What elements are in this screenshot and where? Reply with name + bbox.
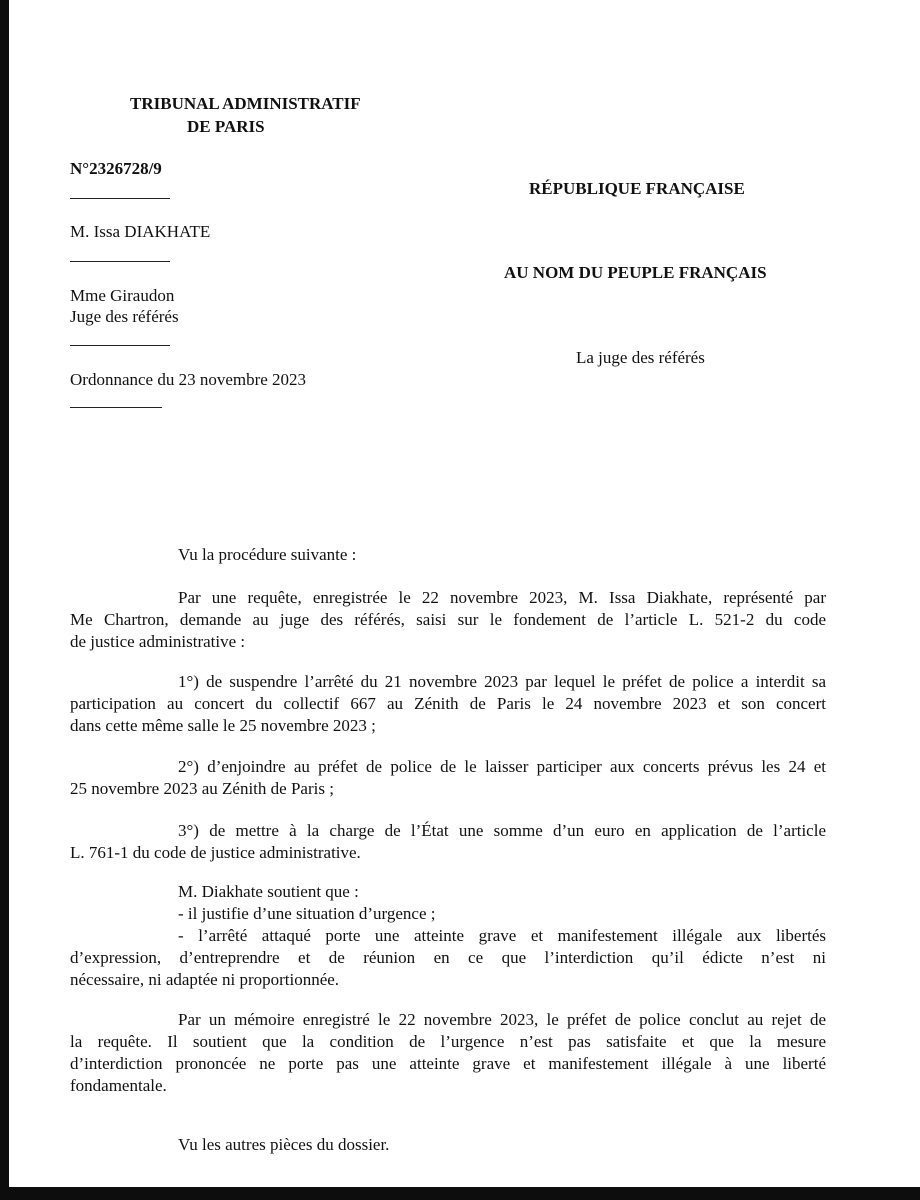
paragraph-line: 25 novembre 2023 au Zénith de Paris ; bbox=[70, 779, 334, 798]
paragraph-line: la requête. Il soutient que la condition de l’urgence n’est pas satisfaite et que la mesure bbox=[70, 1032, 826, 1051]
people-heading: AU NOM DU PEUPLE FRANÇAIS bbox=[504, 263, 767, 282]
arguments-paragraph bbox=[70, 881, 826, 991]
request-paragraph bbox=[70, 587, 826, 653]
paragraph-line: d’interdiction prononcée ne porte pas une atteinte grave et manifestement illégale à une liberté bbox=[70, 1054, 826, 1073]
paragraph-line: - il justifie d’une situation d’urgence ; bbox=[178, 904, 436, 923]
separator-line bbox=[70, 345, 170, 346]
judge-name: Mme Giraudon bbox=[70, 286, 175, 305]
case-number: N°2326728/9 bbox=[70, 159, 162, 178]
closing-line: Vu les autres pièces du dossier. bbox=[178, 1135, 390, 1154]
claim-3-paragraph bbox=[70, 820, 826, 864]
paragraph-line: dans cette même salle le 25 novembre 2023 ; bbox=[70, 716, 376, 735]
paragraph-line: d’expression, d’entreprendre et de réunion en ce que l’interdiction qu’il édicte n’est ni bbox=[70, 948, 826, 967]
paragraph-line: Me Chartron, demande au juge des référés, saisi sur le fondement de l’article L. 521-2 du code bbox=[70, 610, 826, 629]
separator-line bbox=[70, 198, 170, 199]
paragraph-line: nécessaire, ni adaptée ni proportionnée. bbox=[70, 970, 340, 989]
separator-line bbox=[70, 407, 162, 408]
paragraph-line: 1°) de suspendre l’arrêté du 21 novembre 2023 par lequel le préfet de police a interdit sa bbox=[178, 672, 826, 691]
separator-line bbox=[70, 261, 170, 262]
paragraph-line: 3°) de mettre à la charge de l’État une somme d’un euro en application de l’article bbox=[178, 821, 826, 840]
court-name-line1: TRIBUNAL ADMINISTRATIF bbox=[130, 94, 361, 113]
party-name: M. Issa DIAKHATE bbox=[70, 222, 211, 241]
procedure-intro: Vu la procédure suivante : bbox=[178, 545, 357, 564]
scan-left-edge bbox=[0, 0, 9, 1200]
republic-heading: RÉPUBLIQUE FRANÇAISE bbox=[529, 179, 745, 198]
claim-2-paragraph bbox=[70, 756, 826, 800]
paragraph-line: Par une requête, enregistrée le 22 novembre 2023, M. Issa Diakhate, représenté par bbox=[178, 588, 826, 607]
claim-1-paragraph bbox=[70, 671, 826, 737]
defense-paragraph bbox=[70, 1009, 826, 1097]
paragraph-line: L. 761-1 du code de justice administrative. bbox=[70, 843, 361, 862]
paragraph-line: de justice administrative : bbox=[70, 632, 246, 651]
scan-bottom-edge bbox=[0, 1187, 920, 1200]
court-name-line2: DE PARIS bbox=[187, 117, 265, 136]
paragraph-line: participation au concert du collectif 667 au Zénith de Paris le 24 novembre 2023 et son concert bbox=[70, 694, 826, 713]
paragraph-line: M. Diakhate soutient que : bbox=[178, 882, 359, 901]
judge-title: Juge des référés bbox=[70, 307, 179, 326]
paragraph-line: Par un mémoire enregistré le 22 novembre 2023, le préfet de police conclut au rejet de bbox=[178, 1010, 826, 1029]
paragraph-line: 2°) d’enjoindre au préfet de police de le laisser participer aux concerts prévus les 24 et bbox=[178, 757, 826, 776]
paragraph-line: - l’arrêté attaqué porte une atteinte grave et manifestement illégale aux libertés bbox=[178, 926, 826, 945]
order-date: Ordonnance du 23 novembre 2023 bbox=[70, 370, 307, 389]
judge-heading: La juge des référés bbox=[576, 348, 705, 367]
paragraph-line: fondamentale. bbox=[70, 1076, 167, 1095]
